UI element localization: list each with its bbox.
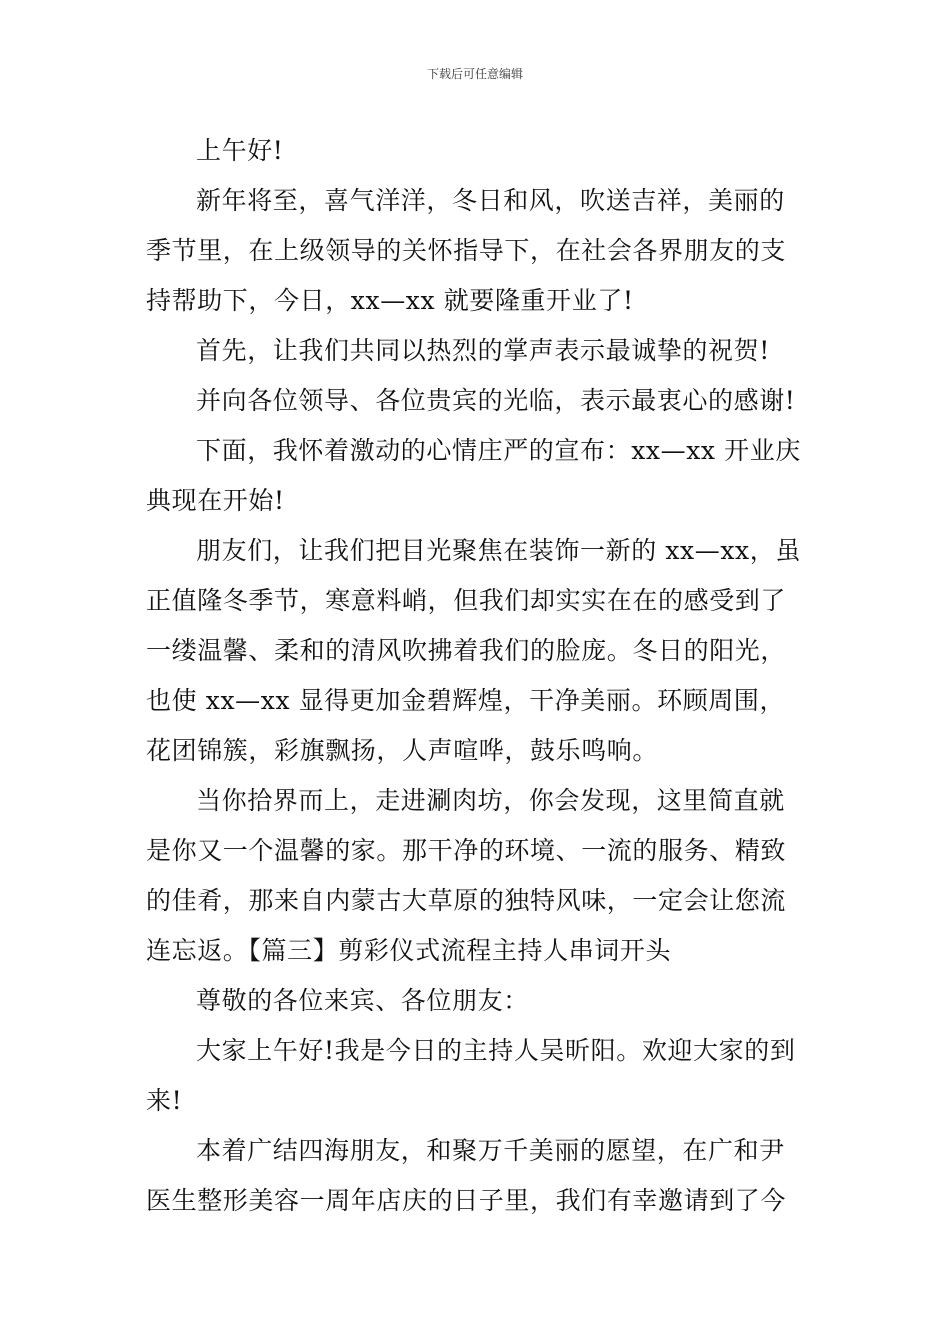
paragraph-thanks: 并向各位领导、各位贵宾的光临，表示最衷心的感谢! bbox=[196, 386, 796, 415]
document-body bbox=[146, 126, 810, 1226]
paragraph-respected-guests: 尊敬的各位来宾、各位朋友： bbox=[196, 986, 529, 1015]
paragraph-friends: 朋友们，让我们把目光聚焦在装饰一新的 xx—xx，虽正值隆冬季节，寒意料峭，但我们却实实在在的感受到了一缕温馨、柔和的清风吹拂着我们的脸庞。冬日的阳光，也使 xx—xx 显得更加金碧辉煌，干净美丽。环顾周围，花团锦簇，彩旗飘扬，人声喧哗，鼓乐鸣响。 bbox=[146, 536, 801, 765]
paragraph-anniversary: 本着广结四海朋友，和聚万千美丽的愿望，在广和尹医生整形美容一周年店庆的日子里，我们有幸邀请到了今 bbox=[146, 1136, 787, 1215]
paragraph-new-year: 新年将至，喜气洋洋，冬日和风，吹送吉祥，美丽的季节里，在上级领导的关怀指导下，在社会各界朋友的支持帮助下，今日，xx—xx 就要隆重开业了! bbox=[146, 186, 787, 315]
paragraph-restaurant: 当你拾界而上，走进涮肉坊，你会发现，这里简直就是你又一个温馨的家。那干净的环境、一流的服务、精致的佳肴，那来自内蒙古大草原的独特风味，一定会让您流连忘返。【篇三】剪彩仪式流程主持人串词开头 bbox=[146, 786, 787, 965]
paragraph-announcement: 下面，我怀着激动的心情庄严的宣布：xx—xx 开业庆典现在开始! bbox=[146, 436, 801, 515]
paragraph-greeting: 上午好! bbox=[196, 136, 284, 165]
paragraph-host-intro: 大家上午好!我是今日的主持人吴昕阳。欢迎大家的到来! bbox=[146, 1036, 796, 1115]
page-header: 下载后可任意编辑 bbox=[426, 67, 523, 81]
paragraph-congratulations: 首先，让我们共同以热烈的掌声表示最诚挚的祝贺! bbox=[196, 336, 770, 365]
